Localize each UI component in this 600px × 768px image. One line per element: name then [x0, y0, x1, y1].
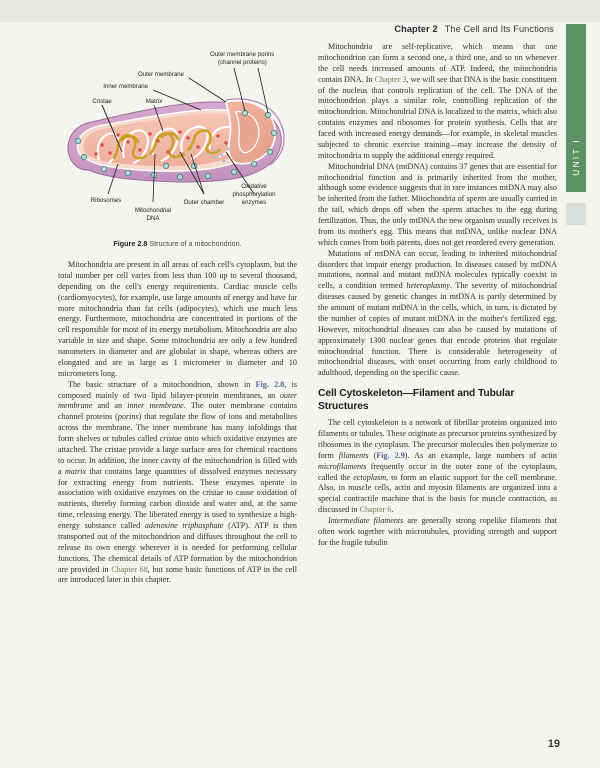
- label-outer-membrane-porins-2: (channel proteins): [218, 59, 267, 66]
- figure-caption: [58, 239, 297, 249]
- unit-tab-label: UNIT I: [571, 138, 581, 176]
- label-oxidative-1: Oxidative: [241, 183, 267, 190]
- label-oxidative-3: enzymes: [241, 199, 267, 206]
- p-cytoskeleton: The cell cytoskeleton is a network of fibrillar proteins organized into filaments or tubules. These originate as precursor proteins synthesized by ribosomes in the cytoplasm. The precursor molecules then polymerize to form filaments (Fig. 2.9). As an example, large numbers of actin microfilaments frequently occur in the outer zone of the cytoplasm, called the ectoplasm, to form an elastic support for the cell membrane. Also, in muscle cells, actin and myosin filaments are organized into a special contractile machine that is the basis for muscle contraction, as discussed in Chapter 6.: [318, 418, 557, 515]
- mitochondrion-illustration: [58, 42, 297, 238]
- label-outer-membrane-porins: Outer membrane porins: [210, 51, 275, 58]
- right-column-body: [318, 42, 557, 549]
- label-inner-membrane: Inner membrane: [103, 83, 148, 90]
- p-self-replicative: Mitochondria are self-replicative, which means that one mitochondrion can form a second one, a third one, and so on whenever the cell needs increased amounts of ATP. Indeed, the mitochondria contain DNA. In Chapter 3, we will see that DNA is the basic constituent of the nucleus that controls replication of the cell. The DNA of the mitochondrion plays a similar role, controlling replication of the mitochondrion. Mitochondrial DNA is localized to the matrix, which also contains enzymes and ribosomes for protein synthesis. Cells that are faced with increased energy demands—for example, in skeletal muscles subjected to chronic exercise training—may increase the density of mitochondria to supply the additional energy required.: [318, 42, 557, 160]
- label-matrix: Matrix: [145, 98, 163, 105]
- mitochondrion-body: [68, 99, 284, 182]
- running-head-title: The Cell and Its Functions: [444, 24, 554, 34]
- page-top-band: [0, 0, 600, 22]
- unit-tab-shadow: [566, 203, 586, 225]
- label-mitochondrial-dna-1: Mitochondrial: [134, 207, 172, 214]
- running-head: [394, 24, 554, 34]
- p-mtdna: Mitochondrial DNA (mtDNA) contains 37 genes that are essential for mitochondrial function and is primarily inherited from the mother, although some evidence suggests that in rare instances mtDNA may also be inherited from the father. Mitochondria of sperm are usually carried in the tail, which drops off when the sperm attaches to the egg during fertilization. Thus, the only mtDNA the new organism usually receives is from its mother's egg. This means that mtDNA, unlike nuclear DNA which comes from both parents, does not get reordered every generation.: [318, 161, 557, 247]
- left-column-body: [58, 260, 297, 586]
- label-ribosomes: Ribosomes: [90, 197, 122, 204]
- unit-tab: [566, 24, 586, 192]
- running-head-chapter: Chapter 2: [394, 24, 438, 34]
- h-cytoskeleton: Cell Cytoskeleton—Filament and Tubular Structures: [318, 388, 515, 412]
- figure-caption-label: Figure 2.8: [113, 239, 148, 248]
- label-outer-membrane: Outer membrane: [137, 71, 184, 78]
- label-cristae: Cristae: [92, 98, 112, 105]
- p-basic-structure: The basic structure of a mitochondrion, shown in Fig. 2.8, is composed mainly of two lipid bilayer-protein membranes, an outer membrane and an inner membrane. The outer membrane contains channel proteins (porins) that regulate the flow of ions and metabolites across the membrane. The inner membrane has many infoldings that form shelves or tubules called cristae onto which oxidative enzymes are attached. The cristae provide a large surface area for chemical reactions to occur. In addition, the inner cavity of the mitochondrion is filled with a matrix that contains large quantities of dissolved enzymes necessary for extracting energy from nutrients. These enzymes operate in association with oxidative enzymes on the cristae to cause oxidation of nutrients, thereby forming carbon dioxide and water and, at the same time, releasing energy. The liberated energy is used to synthesize a high-energy substance called adenosine triphosphate (ATP). ATP is then transported out of the mitochondrion and diffuses throughout the cell to release its own energy wherever it is needed for performing cellular functions. The chemical details of ATP formation by the mitochondrion are provided in Chapter 68, but some basic functions of ATP in the cell are introduced later in this chapter.: [58, 379, 297, 585]
- figure-caption-text: Structure of a mitochondrion.: [149, 239, 242, 248]
- p-intermediate: Intermediate filaments are generally strong ropelike filaments that often work together with microtubules, providing strength and support for the fragile tubulin: [318, 516, 558, 547]
- label-mitochondrial-dna-2: DNA: [146, 215, 160, 222]
- p-mito-present: Mitochondria are present in all areas of each cell's cytoplasm, but the total number per cell varies from less than 100 up to several thousand, depending on the cell's energy requirements. Cardiac muscle cells (cardiomyocytes), for example, use large amounts of energy and have far more mitochondria than fat cells (adipocytes), which use much less energy. Furthermore, mitochondria are concentrated in portions of the cell responsible for most of its energy metabolism. Mitochondria are also variable in size and shape. Some mitochondria are only a few hundred nanometers in diameter and are globular in shape, whereas others are elongated and are as large as 1 micrometer in diameter and 10 micrometers long.: [58, 260, 297, 378]
- figure-2-8: [58, 42, 297, 254]
- left-column: [58, 42, 297, 586]
- right-column: [318, 42, 557, 549]
- page-number: 19: [547, 738, 560, 750]
- p-mutations: Mutations of mtDNA can occur, leading to inherited mitochondrial disorders that impair energy production. In diseases caused by mtDNA mutations, normal and mutant mtDNA molecules typically coexist in cells, a condition termed heteroplasmy. The severity of mitochondrial diseases caused by genetic changes in mtDNA is partly determined by the amount of mutant mtDNA in the cells, which, in turn, is dictated by the number of copies of mutant mtDNA in the mother's fertilized egg. However, mitochondrial diseases can also be caused by mutations of approximately 1300 nuclear genes that encode proteins that regulate mitochondrial function. There is considerable heterogeneity of mitochondrial diseases, with onset occurring from early childhood to adulthood, depending on the specific cause.: [318, 248, 557, 378]
- label-outer-chamber: Outer chamber: [183, 199, 225, 206]
- label-oxidative-2: phosphorylation: [232, 191, 276, 198]
